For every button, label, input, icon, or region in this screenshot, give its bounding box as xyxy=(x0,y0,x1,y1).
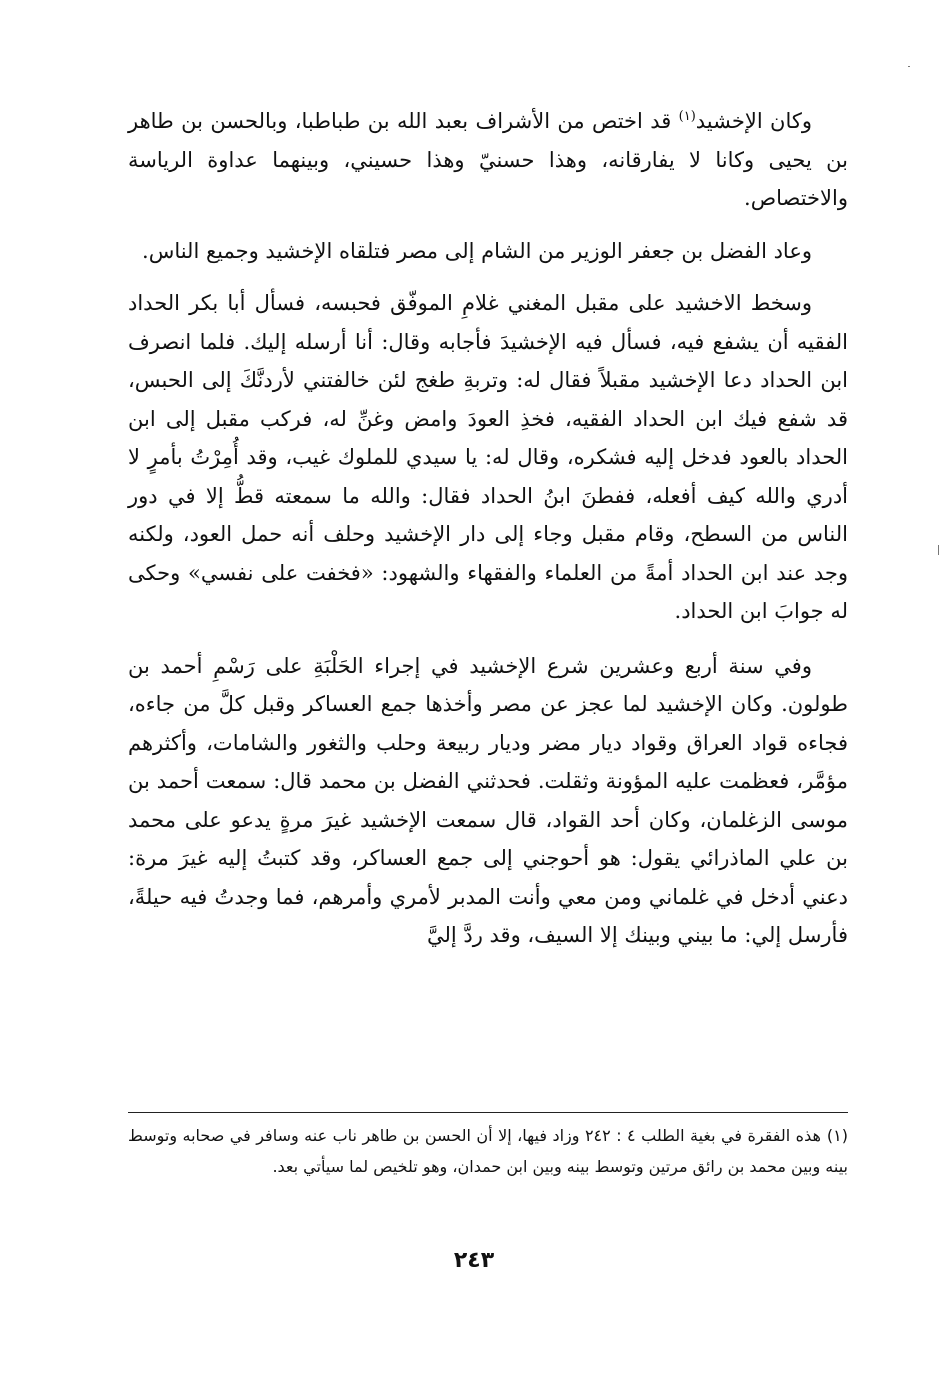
footnotes xyxy=(128,1120,848,1182)
scan-artifact-mark xyxy=(938,545,939,555)
paragraph-1-rest: قد اختص من الأشراف بعبد الله بن طباطبا، وبالحسن بن طاهر بن يحيى وكانا لا يفارقانه، وهذا حسنيّ وهذا حسيني، وبينهما عداوة الرياسة والاختصاص. xyxy=(128,109,848,210)
page-number: ٢٤٣ xyxy=(453,1248,495,1273)
footnote-separator xyxy=(128,1112,848,1113)
footnote-reference-1: (١) xyxy=(678,109,696,124)
footnote-1-number: (١) xyxy=(826,1126,848,1145)
paragraph-1-start: وكان الإخشيد xyxy=(695,109,812,133)
paragraph-1 xyxy=(128,102,848,218)
main-text xyxy=(128,102,848,955)
paragraph-2: وعاد الفضل بن جعفر الوزير من الشام إلى مصر فتلقاه الإخشيد وجميع الناس. xyxy=(142,238,812,263)
paragraph-3: وسخط الاخشيد على مقبل المغني غلامِ الموفّق فحبسه، فسأل أبا بكر الحداد الفقيه أن يشفع فيه، فسأل فيه الإخشيدَ فأجابه وقال: أنا أرسله إليك. فلما انصرف ابن الحداد دعا الإخشيد مقبلاً فقال له: وتربةِ طغج لئن خالفتني لأردنَّكَ إلى الحبس، قد شفع فيك ابن الحداد الفقيه، فخذِ العودَ وامض وغنِّ له، فركب مقبل إلى ابن الحداد بالعود فدخل إليه فشكره، وقال له: يا سيدي للملوك غيب، وقد أُمِرْتُ بأمرٍ لا أدري والله كيف أفعله، ففطنَ ابنُ الحداد فقال: والله ما سمعته قطُّ إلا في دور الناس من السطح، وقام مقبل وجاء إلى دار الإخشيد وحلف أنه حمل العود، ولكنه وجد عند ابن الحداد أمةً من العلماء والفقهاء والشهود: «فخفت على نفسي» وحكى له جوابَ ابن الحداد. xyxy=(128,291,848,623)
scan-artifact-dot xyxy=(908,66,910,67)
paragraph-4: وفي سنة أربع وعشرين شرع الإخشيد في إجراء الحَلْبَةِ على رَسْمِ أحمد بن طولون. وكان الإخشيد لما عجز عن مصر وأخذها جمع العساكر وقبل كلَّ من جاءه، فجاءه قواد العراق وقواد ديار مضر وديار ربيعة وحلب والثغور والشامات، وأكثرهم مؤمَّر، فعظمت عليه المؤونة وثقلت. فحدثني الفضل بن محمد قال: سمعت أحمد بن موسى الزغلمان، وكان أحد القواد، قال سمعت الإخشيد غيرَ مرةٍ يدعو على محمد بن علي الماذرائي يقول: هو أحوجني إلى جمع العساكر، وقد كتبتُ إليه غيرَ مرة: دعني أدخل في غلماني ومن معي وأنت المدبر لأمري وأمرهم، فما وجدتُ فيه حيلةً، فأرسل إلي: ما بيني وبينك إلا السيف، وقد ردَّ إليَّ xyxy=(128,653,848,947)
footnote-1 xyxy=(128,1120,848,1182)
footnote-1-text: هذه الفقرة في بغية الطلب ٤ : ٢٤٢ وزاد فيها، إلا أن الحسن بن طاهر ناب عنه وسافر في صحابه وتوسط بينه وبين محمد بن رائق مرتين وتوسط بينه وبين ابن حمدان، وهو تلخيص لما سيأتي بعد. xyxy=(128,1126,848,1176)
